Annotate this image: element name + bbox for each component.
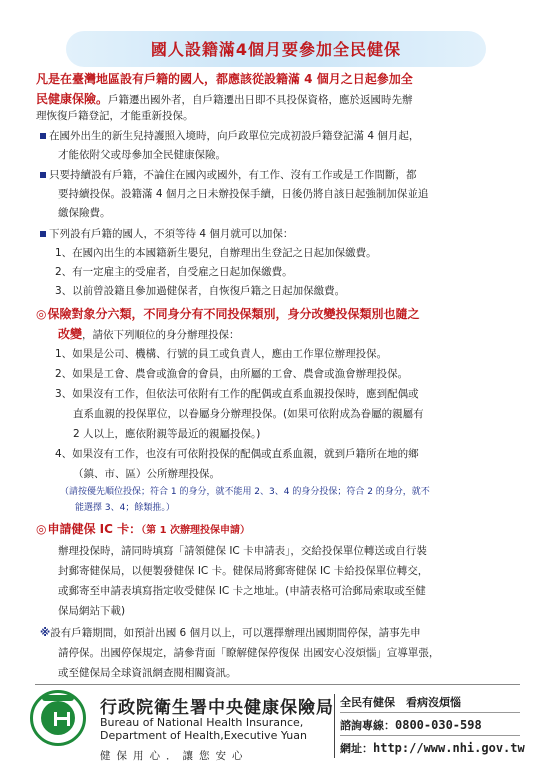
section2-heading-rest: ，請依下列順位的身分辦理投保： <box>82 329 240 341</box>
footer-slogan: 健保用心．讓您安心 <box>100 750 249 762</box>
logo-h-mark-icon <box>54 712 70 726</box>
list2-item-3: 3、如果沒有工作，但依法可依附有工作的配偶或直系血親投保時，應到配偶或 <box>55 388 419 400</box>
section3-para-line-1: 辦理投保時，請同時填寫「請領健保 IC 卡申請表」，交給投保單位轉送或自行裝 <box>58 545 427 557</box>
bullet-2-line-3: 繳保險費。 <box>58 207 111 219</box>
intro-line-2-rest: 戶籍遷出國外者，自戶籍遷出日即不具投保資格，應於返國時先辦 <box>108 94 413 106</box>
list1-item-2: 2、有一定雇主的受雇者，自受雇之日起加保繳費。 <box>55 266 293 278</box>
notice-mark-icon: ※ <box>40 627 51 639</box>
website-link[interactable]: http://www.nhi.gov.tw <box>373 741 525 755</box>
list2-item-4-cont: （鎮、市、區）公所辦理投保。 <box>73 468 220 480</box>
bullet-text: 在國外出生的新生兒持護照入境時，向戶政單位完成初設戶籍登記滿 4 個月起， <box>49 130 420 142</box>
agency-name-en-line-1: Bureau of National Health Insurance, <box>100 716 304 729</box>
bullet-2-line-1 <box>40 167 417 182</box>
hotline-label: 諮詢專線： <box>340 719 395 732</box>
agency-name-zh: 行政院衛生署中央健康保險局 <box>100 698 334 718</box>
footer-right-slogan: 全民有健保 看病沒煩惱 <box>340 696 461 709</box>
logo-circle <box>41 701 75 735</box>
bullet-text: 下列設有戶籍的國人，不須等待 4 個月就可以加保： <box>49 228 294 240</box>
section2-heading-line-2 <box>58 325 240 342</box>
intro-line-2 <box>36 90 413 107</box>
bullseye-icon: ◎ <box>36 522 47 536</box>
footer-divider <box>35 684 520 685</box>
nhi-logo <box>30 690 86 746</box>
bullseye-icon: ◎ <box>36 307 47 321</box>
hotline-number[interactable]: 0800-030-598 <box>395 718 482 732</box>
section2-heading-bold: 改變 <box>58 327 83 341</box>
footer-vertical-divider <box>334 694 335 758</box>
section2-heading-text: 保險對象分六類，不同身分有不同投保類別，身分改變投保類別也隨之 <box>47 307 420 321</box>
hotline <box>340 717 482 733</box>
list2-item-4: 4、如果沒有工作，也沒有可依附投保的配偶或直系血親，就到戶籍所在地的鄉 <box>55 448 419 460</box>
bullet-1-line-1 <box>40 128 419 143</box>
notice-line-2: 請停保。出國停保規定，請參背面「瞭解健保停復保 出國安心沒煩惱」宣導單張， <box>58 647 440 659</box>
list2-item-1: 1、如果是公司、機構、行號的員工或負責人，應由工作單位辦理投保。 <box>55 348 388 360</box>
bullet-square-icon <box>40 231 46 237</box>
bullet-text: 只要持續設有戶籍，不論住在國內或國外，有工作、沒有工作或是工作間斷，都 <box>49 169 417 181</box>
agency-name-en-line-2: Department of Health,Executive Yuan <box>100 729 307 742</box>
bullet-square-icon <box>40 133 46 139</box>
notice-line-1 <box>40 625 421 640</box>
list1-item-1: 1、在國內出生的本國籍新生嬰兒，自辦理出生登記之日起加保繳費。 <box>55 247 377 259</box>
section3-para-line-3: 或郵寄至申請表填寫指定收受健保 IC 卡之地址。(申請表格可洽郵局索取或至健 <box>58 585 426 597</box>
section3-heading <box>36 520 250 537</box>
section3-heading-sub: （第 1 次辦理投保申請） <box>141 525 251 536</box>
website <box>340 740 525 756</box>
intro-line-2-bold: 民健康保險。 <box>36 92 109 106</box>
bullet-1-line-2: 才能依附父或母參加全民健康保險。 <box>58 149 226 161</box>
section3-para-line-2: 封郵寄健保局，以便製發健保 IC 卡。健保局將郵寄健保 IC 卡給投保單位轉交， <box>58 565 429 577</box>
website-label: 網址： <box>340 742 373 755</box>
list2-item-3-cont-2: 2 人以上，應依附親等最近的親屬投保。) <box>73 428 261 440</box>
priority-note-line-2: 能選擇 3、4；餘類推。） <box>75 503 175 513</box>
page-title: 國人設籍滿4個月要參加全民健保 <box>150 40 402 59</box>
notice-line-3: 或至健保局全球資訊網查閱相關資訊。 <box>58 667 237 679</box>
list2-item-3-cont-1: 直系血親的投保單位，以眷屬身分辦理投保。(如果可依附成為眷屬的親屬有 <box>73 408 424 420</box>
intro-line-3: 理恢復戶籍登記，才能重新投保。 <box>36 110 194 122</box>
bullet-square-icon <box>40 172 46 178</box>
bullet-2-line-2: 要持續投保。設籍滿 4 個月之日未辦投保手續，日後仍將自該日起強制加保並追 <box>58 188 429 200</box>
list1-item-3: 3、以前曾設籍且參加過健保者，自恢復戶籍之日起加保繳費。 <box>55 285 346 297</box>
priority-note-line-1: （請按優先順位投保；符合 1 的身分，就不能用 2、3、4 的身分投保；符合 2 的身分，就不 <box>60 487 430 497</box>
section3-heading-text: 申請健保 IC 卡： <box>47 522 142 536</box>
notice-text: 設有戶籍期間，如預計出國 6 個月以上，可以選擇辦理出國期間停保，請事先申 <box>50 627 421 639</box>
footer-right-rule-1 <box>340 712 520 713</box>
section3-para-line-4: 保局網站下載) <box>58 605 126 617</box>
section2-heading-line-1 <box>36 305 420 322</box>
bullet-3-line-1 <box>40 226 293 241</box>
list2-item-2: 2、如果是工會、農會或漁會的會員，由所屬的工會、農會或漁會辦理投保。 <box>55 368 409 380</box>
footer-right-rule-2 <box>340 735 520 736</box>
intro-line-1: 凡是在臺灣地區設有戶籍的國人，都應該從設籍滿 4 個月之日起參加全 <box>36 72 413 86</box>
